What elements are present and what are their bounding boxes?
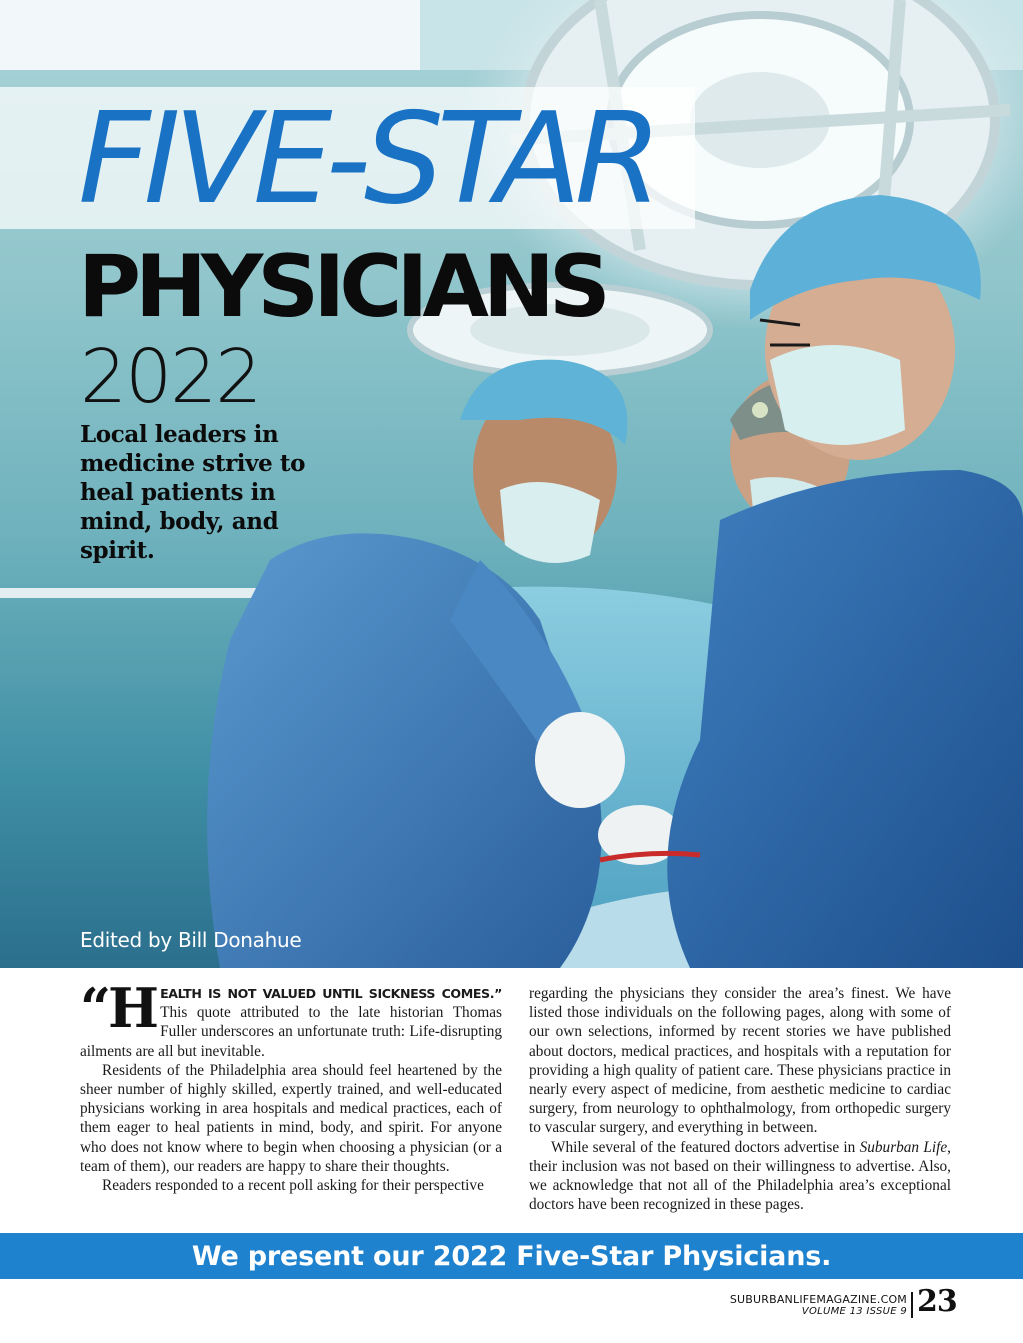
publication-name: Suburban Life — [859, 1138, 948, 1156]
deck-subtitle: Local leaders in medicine strive to heal patients in mind, body, and spirit. — [80, 421, 306, 564]
paragraph-1-text: This quote attributed to the late historian Thomas Fuller underscores an unfortunate truth: Life-disrupting ailments are all but inevitable. — [80, 1004, 502, 1060]
article-column-left — [80, 976, 502, 1195]
headline-five-star: FIVE-STAR — [78, 85, 656, 232]
paragraph-4-text-a: While several of the featured doctors advertise in — [551, 1138, 860, 1156]
banner-text: We present our 2022 Five-Star Physicians. — [191, 1240, 832, 1272]
article-paragraph-4 — [529, 1138, 951, 1215]
article-paragraph-2: Residents of the Philadelphia area should feel heartened by the sheer number of highly skilled, expertly trained, and well-educated physicians working in area hospitals and medical practices, each of them eager to heal patients in mind, body, and spirit. For anyone who does not know where to begin when choosing a physician (or a team of them), our readers are happy to share their thoughts. — [80, 1061, 502, 1175]
drop-cap: “H — [80, 976, 157, 1040]
headline-physicians: PHYSICIANS — [78, 237, 605, 337]
article-paragraph-1 — [80, 976, 502, 1061]
paragraph-4-text-b: , their inclusion was not based on their willingness to advertise. Also, we acknowledge that not all of the Philadelphia area’s exceptional doctors have been recognized in these pages. — [529, 1138, 951, 1214]
folio-divider — [911, 1292, 913, 1318]
folio-website: SUBURBANLIFEMAGAZINE.COM — [729, 1293, 907, 1306]
lead-in-quote: EALTH IS NOT VALUED UNTIL SICKNESS COMES.” — [160, 986, 502, 1001]
article-column-right — [529, 984, 951, 1214]
byline: Edited by Bill Donahue — [80, 928, 302, 952]
bottom-banner — [0, 1233, 1023, 1279]
article-paragraph-3-start: Readers responded to a recent poll asking for their perspective — [102, 1177, 484, 1195]
folio-volume-issue: VOLUME 13 ISSUE 9 — [801, 1306, 907, 1317]
headline-year: 2022 — [80, 334, 261, 420]
page-number: 23 — [917, 1284, 957, 1319]
article-paragraph-3-continued: regarding the physicians they consider the area’s finest. We have listed those individuals on the following pages, along with some of our own selections, informed by recent stories we have published about doctors, medical practices, and hospitals with a reputation for providing a high quality of patient care. These physicians practice in nearly every aspect of medicine, from aesthetic medicine to cardiac surgery, from neurology to ophthalmology, from orthopedic surgery to vascular surgery, and everything in between. — [529, 985, 951, 1137]
